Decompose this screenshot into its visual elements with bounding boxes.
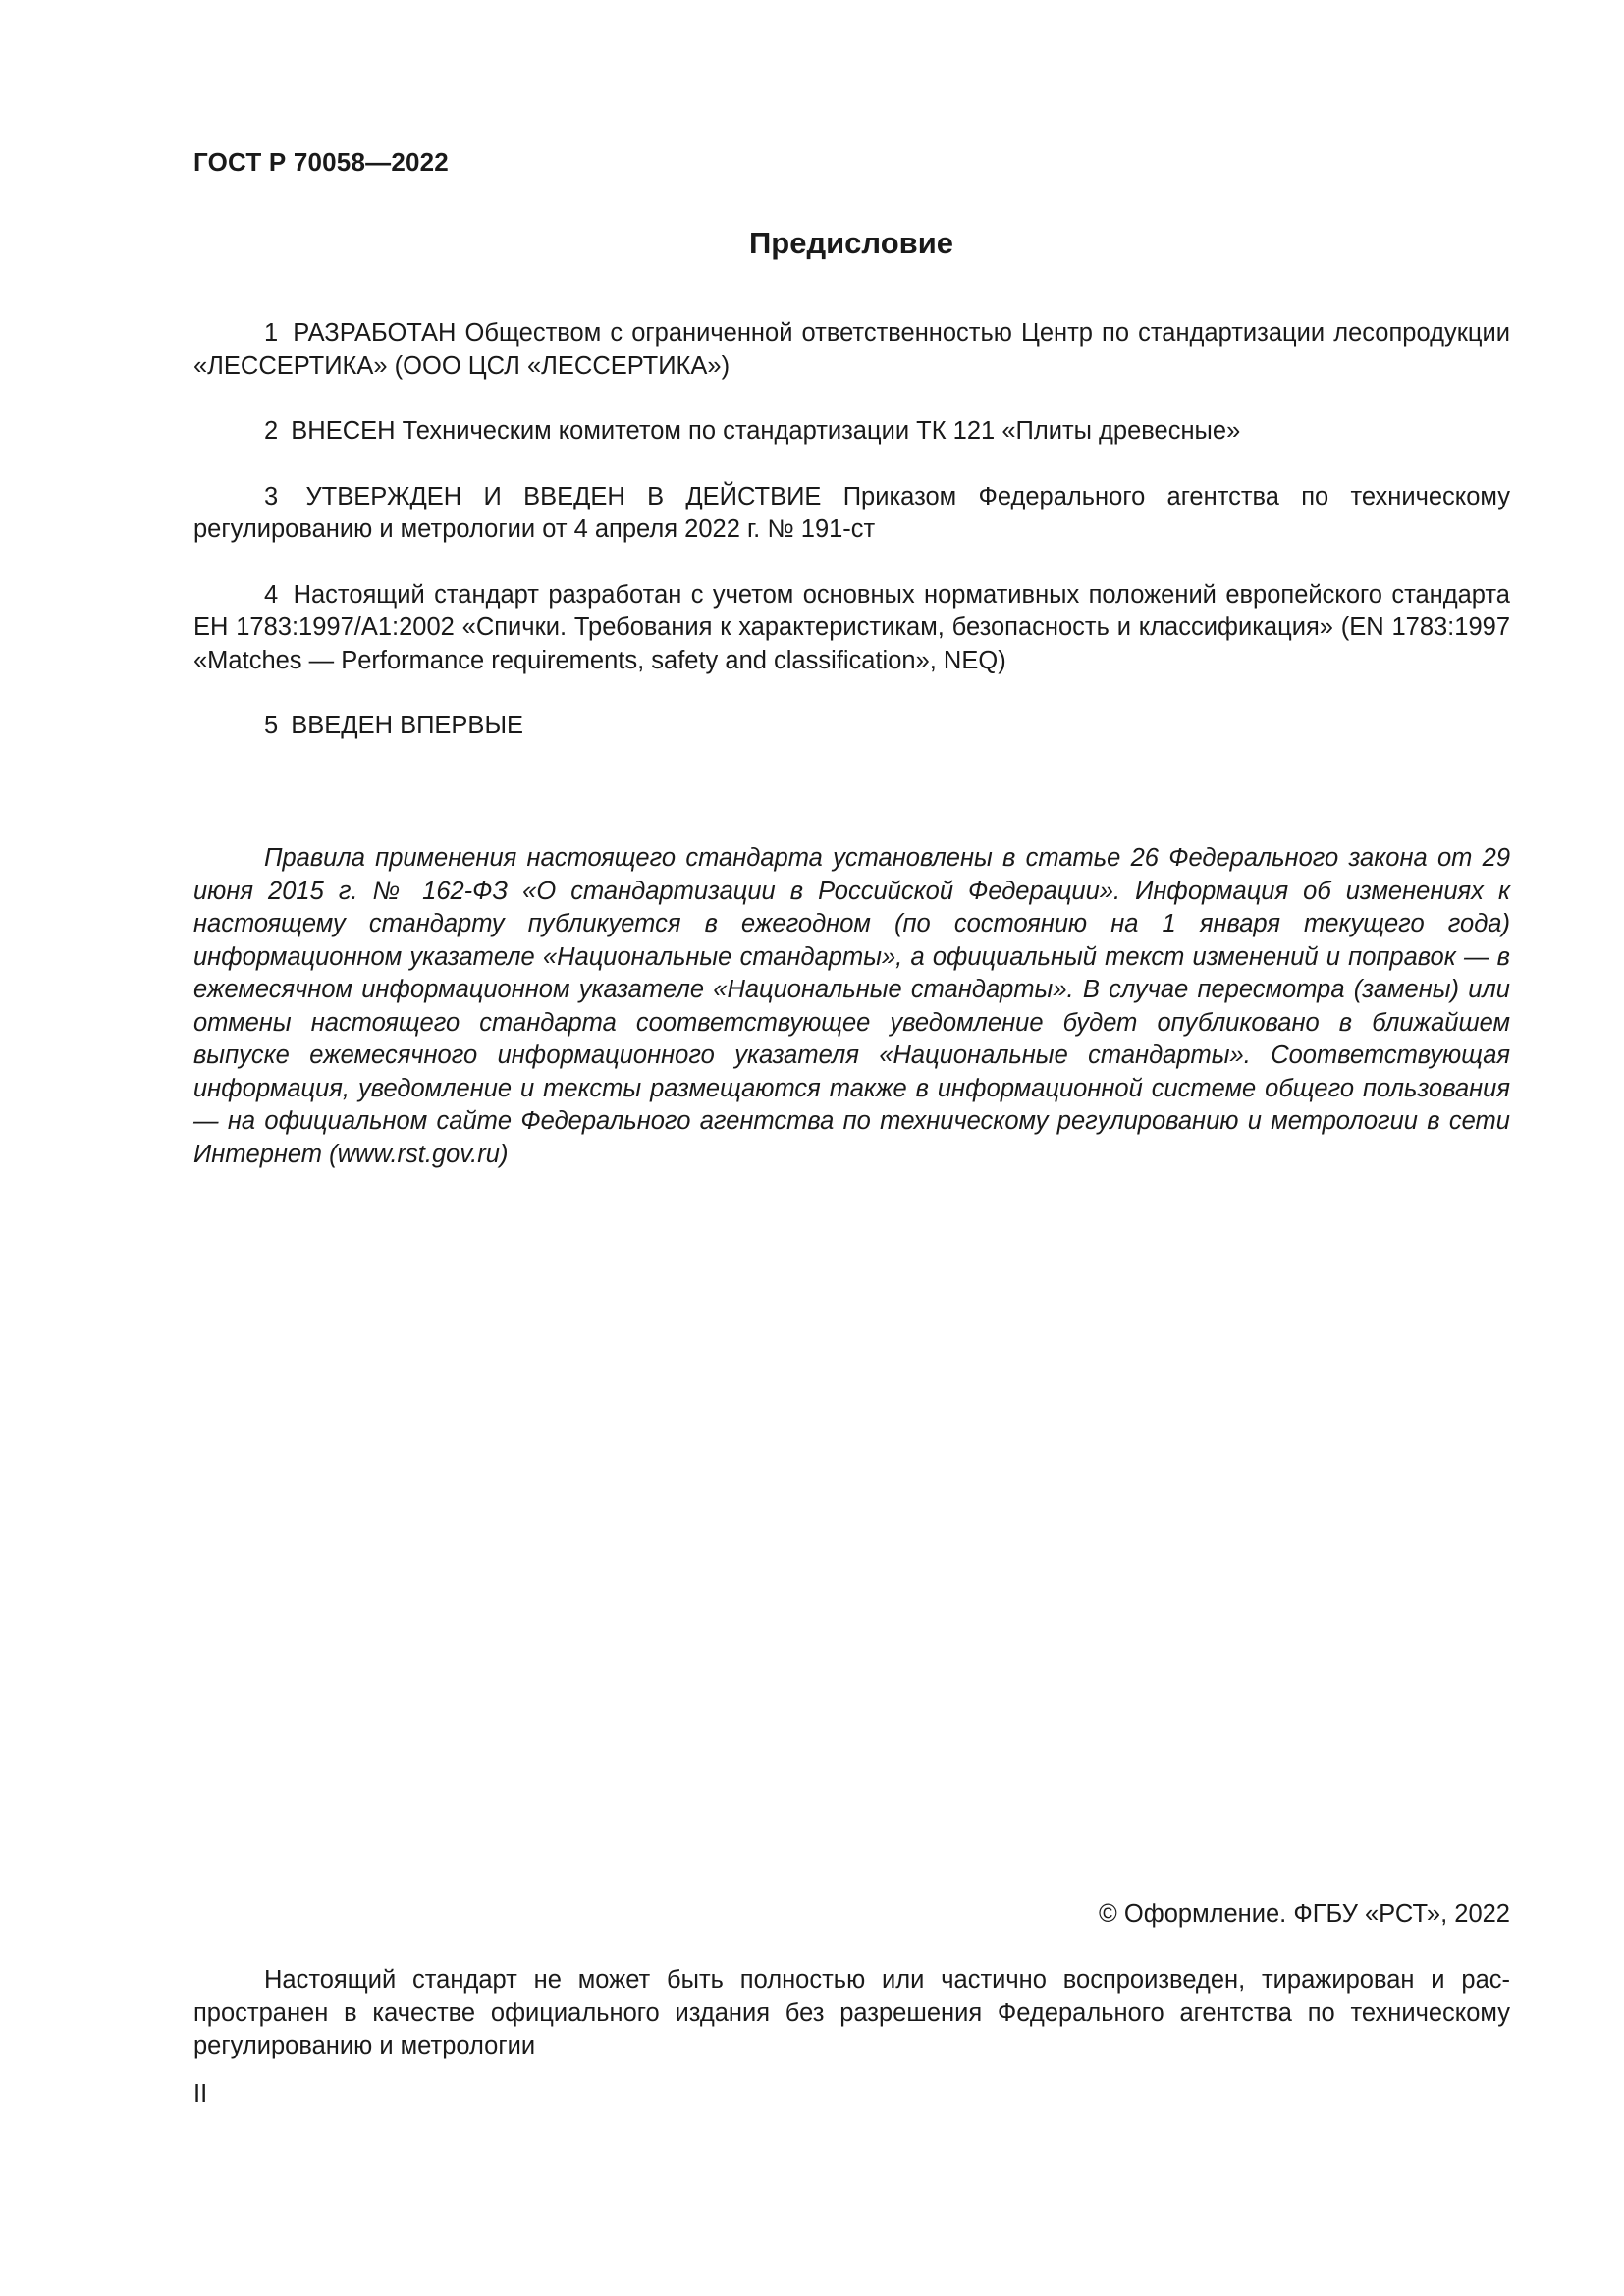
item-text: ВНЕСЕН Техническим комитетом по стандартизации ТК 121 «Плиты древесные» — [291, 417, 1241, 445]
item-text: ВВЕДЕН ВПЕРВЫЕ — [291, 712, 524, 739]
foreword-item-4 — [193, 579, 1510, 678]
copyright-line: © Оформление. ФГБУ «РСТ», 2022 — [1099, 1900, 1510, 1928]
foreword-item-3 — [193, 481, 1510, 547]
document-code: ГОСТ Р 70058—2022 — [193, 147, 449, 177]
item-number: 2 — [264, 417, 279, 445]
foreword-item-1 — [193, 317, 1510, 383]
item-number: 3 — [264, 482, 279, 510]
item-text: УТВЕРЖДЕН И ВВЕДЕН В ДЕЙСТВИЕ Приказом Федерального агентства по техническому регулированию и метрологии от 4 апреля 2022 г. № 191-ст — [193, 482, 1510, 543]
foreword-item-5 — [193, 710, 1510, 743]
reproduction-notice: Настоящий стандарт не может быть полностью или частично воспроизведен, тиражирован и распространен в качестве официального издания без разрешения Федерального агентства по техническому регулированию и метрологии — [193, 1966, 1510, 2059]
item-text: Настоящий стандарт разработан с учетом основных нормативных положений европейского стандарта ЕН 1783:1997/A1:2002 «Спички. Требования к характеристикам, безопасность и классификация» (EN 1783:1997 «Matches — Performance requirements, safety and classification», NEQ) — [193, 580, 1510, 674]
application-rules-notice: Правила применения настоящего стандарта установлены в статье 26 Федерального закона от 29 июня 2015 г. № 162-ФЗ «О стандартизации в Российской Федерации». Информация об изменениях к настоящему стандарту публикуется в ежегодном (по состоянию на 1 января текущего года) информационном указателе «Национальные стандарты», а официальный текст изменений и поправок — в ежемесячном информационном указателе «Национальные стандарты». В случае пересмотра (замены) или отмены настоящего стандарта соответствующее уведомление будет опубликовано в ближайшем выпуске ежемесячного информационного указателя «Национальные стандарты». Соответствующая информация, уведомление и тексты размещаются также в информационной системе общего пользования — на официальном сайте Федерального агентства по техническому регулированию и метрологии в сети Интернет (www.rst.gov.ru) — [193, 844, 1510, 1168]
foreword-item-2 — [193, 415, 1510, 449]
item-number: 4 — [264, 580, 279, 609]
item-text: РАЗРАБОТАН Обществом с ограниченной ответственностью Центр по стандартизации лесопродукции «ЛЕССЕРТИКА» (ООО ЦСЛ «ЛЕССЕРТИКА») — [193, 319, 1510, 380]
item-number: 5 — [264, 712, 279, 739]
page-title: Предисловие — [748, 226, 953, 260]
foreword-items — [193, 317, 1510, 775]
item-number: 1 — [264, 319, 279, 347]
page-number: II — [193, 2080, 208, 2108]
